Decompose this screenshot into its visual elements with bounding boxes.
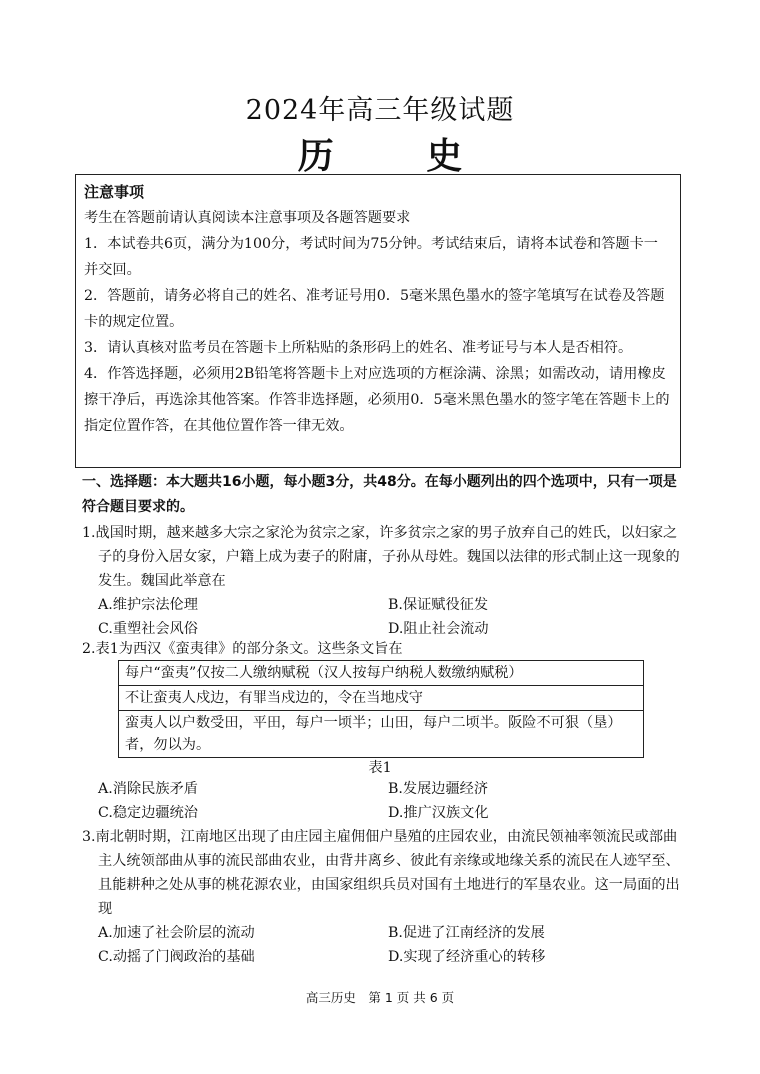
notice-heading: 注意事项 <box>84 183 145 201</box>
option-row <box>82 593 682 617</box>
exam-subject: 历 史 <box>297 136 503 177</box>
notice-box <box>75 174 681 468</box>
table-cell: 每户“蛮夷”仅按二人缴纳赋税（汉人按每户纳税人数缴纳赋税） <box>119 661 644 686</box>
table-row <box>119 686 644 711</box>
option-row <box>82 777 682 801</box>
question-stem: 2.表1为西汉《蛮夷律》的部分条文。这些条文旨在 <box>82 641 403 657</box>
option-a: A.加速了社会阶层的流动 <box>98 925 255 941</box>
option-a: A.维护宗法伦理 <box>98 597 198 613</box>
option-d: D.推广汉族文化 <box>388 805 489 821</box>
option-c: C.稳定边疆统治 <box>98 805 198 821</box>
option-b: B.促进了江南经济的发展 <box>388 925 545 941</box>
table-row <box>119 711 644 758</box>
notice-intro: 考生在答题前请认真阅读本注意事项及各题答题要求 <box>84 210 411 226</box>
question-stem: 1.战国时期，越来越多大宗之家沦为贫宗之家，许多贫宗之家的男子放弃自己的姓氏，以妇家之子的身份入居女家，户籍上成为妻子的附庸，子孙从母姓。魏国以法律的形式制止这一现象的发生。魏国此举意在 <box>82 525 680 589</box>
option-a: A.消除民族矛盾 <box>98 781 198 797</box>
notice-item: 3．请认真核对监考员在答题卡上所粘贴的条形码上的姓名、准考证号与本人是否相符。 <box>84 340 633 356</box>
question-1 <box>82 521 682 641</box>
option-row <box>82 945 682 969</box>
notice-item: 4．作答选择题，必须用2B铅笔将答题卡上对应选项的方框涂满、涂黑；如需改动，请用橡皮擦干净后，再选涂其他答案。作答非选择题，必须用0．5毫米黑色墨水的签字笔在答题卡上的指定位置作答，在其他位置作答一律无效。 <box>84 366 670 434</box>
exam-title: 2024年高三年级试题 <box>245 95 515 126</box>
option-b: B.发展边疆经济 <box>388 781 489 797</box>
question-2-options <box>82 777 682 825</box>
law-table <box>118 660 644 758</box>
option-row <box>82 801 682 825</box>
question-3 <box>82 825 682 969</box>
table-caption: 表1 <box>368 760 392 776</box>
question-stem: 3.南北朝时期，江南地区出现了由庄园主雇佣佃户垦殖的庄园农业，由流民领袖率领流民或部曲主人统领部曲从事的流民部曲农业，由背井离乡、彼此有亲缘或地缘关系的流民在人迹罕至、且能耕种之处从事的桃花源农业，由国家组织兵员对国有土地进行的军垦农业。这一局面的出现 <box>82 829 680 917</box>
notice-item: 1．本试卷共6页，满分为100分，考试时间为75分钟。考试结束后，请将本试卷和答题卡一并交回。 <box>84 236 658 278</box>
option-d: D.实现了经济重心的转移 <box>388 949 546 965</box>
option-d: D.阻止社会流动 <box>388 621 489 637</box>
page-footer: 高三历史 第 1 页 共 6 页 <box>305 990 455 1005</box>
table-row <box>119 661 644 686</box>
option-c: C.动摇了门阀政治的基础 <box>98 949 255 965</box>
table-cell: 不让蛮夷人戍边，有罪当戍边的，令在当地戍守 <box>119 686 644 711</box>
table-cell: 蛮夷人以户数受田，平田，每户一顷半；山田，每户二顷半。阪险不可狠（垦）者，勿以为。 <box>119 711 644 758</box>
option-row <box>82 921 682 945</box>
question-2 <box>82 637 682 661</box>
section-heading: 一、选择题：本大题共16小题，每小题3分，共48分。在每小题列出的四个选项中，只有一项是符合题目要求的。 <box>82 474 677 515</box>
option-c: C.重塑社会风俗 <box>98 621 198 637</box>
notice-item: 2．答题前，请务必将自己的姓名、准考证号用0．5毫米黑色墨水的签字笔填写在试卷及答题卡的规定位置。 <box>84 288 665 330</box>
option-b: B.保证赋役征发 <box>388 597 489 613</box>
